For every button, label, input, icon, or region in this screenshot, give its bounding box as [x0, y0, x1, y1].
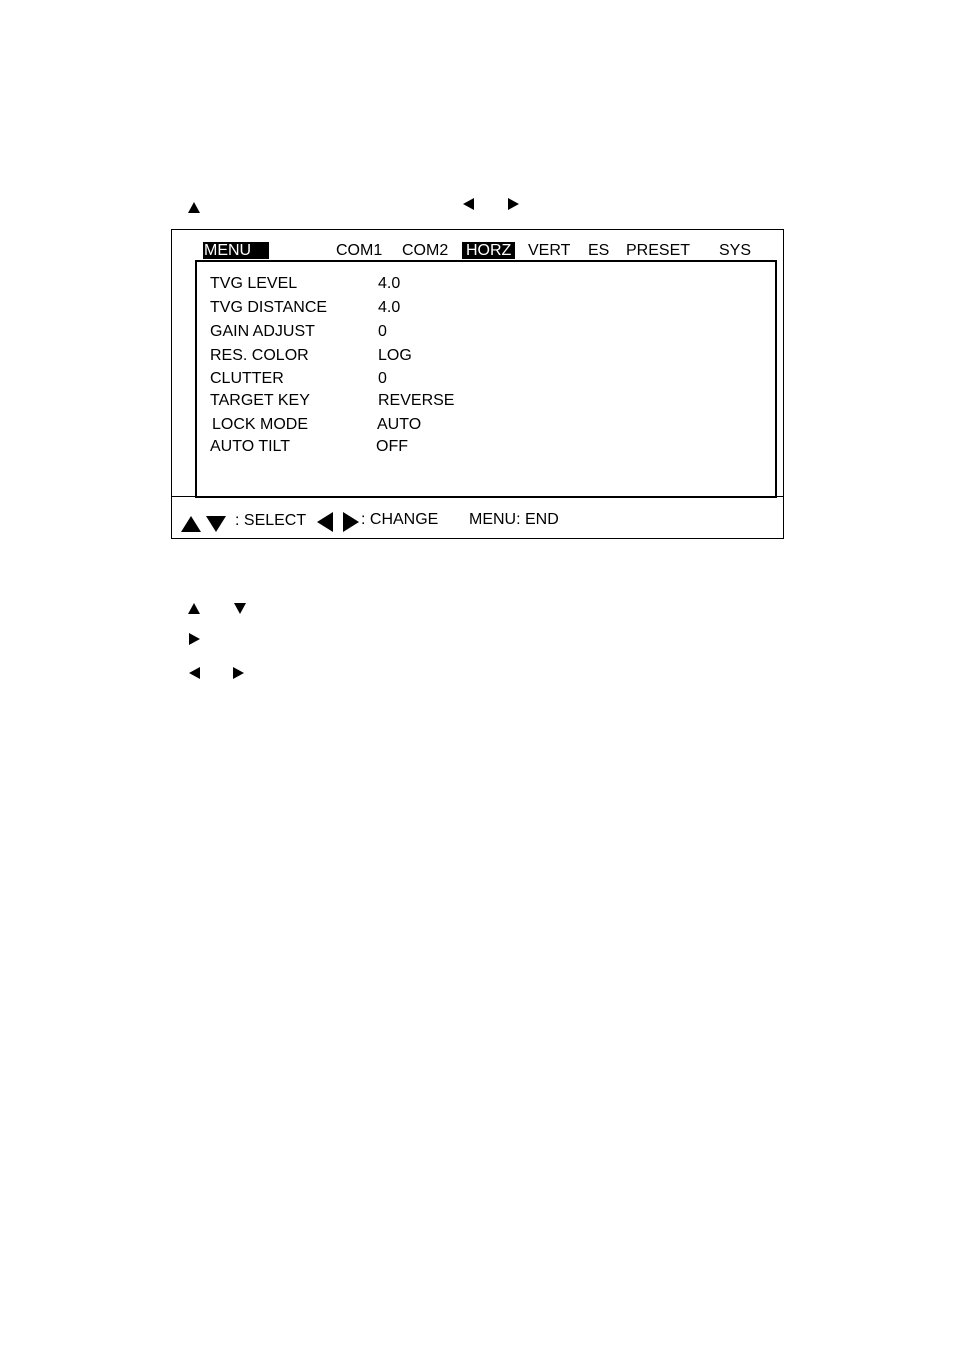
- right-arrow-icon: [508, 198, 519, 210]
- tab-es-label: ES: [588, 242, 610, 259]
- tab-vert-label: VERT: [528, 242, 571, 259]
- footer-divider: [171, 496, 783, 497]
- tab-horz[interactable]: [462, 241, 515, 260]
- setting-label[interactable]: CLUTTER: [210, 370, 284, 387]
- footer-end-label: MENU: END: [469, 511, 559, 528]
- setting-value[interactable]: REVERSE: [378, 392, 455, 409]
- tab-preset-label: PRESET: [626, 242, 691, 259]
- right-arrow-icon: [189, 633, 200, 645]
- setting-label[interactable]: TVG LEVEL: [210, 275, 298, 292]
- tab-es[interactable]: [588, 241, 609, 260]
- tab-com1-label: COM1: [336, 242, 383, 259]
- setting-value[interactable]: 4.0: [378, 275, 401, 292]
- setting-value[interactable]: 0: [378, 323, 387, 340]
- down-arrow-icon: [206, 516, 226, 532]
- setting-label[interactable]: GAIN ADJUST: [210, 323, 315, 340]
- setting-label[interactable]: LOCK MODE: [212, 416, 309, 433]
- left-arrow-icon: [463, 198, 474, 210]
- up-arrow-icon: [188, 202, 200, 213]
- setting-value[interactable]: LOG: [378, 347, 412, 364]
- tab-sys[interactable]: [719, 241, 751, 260]
- right-arrow-icon: [343, 512, 359, 532]
- tab-preset[interactable]: [626, 241, 690, 260]
- right-arrow-icon: [233, 667, 244, 679]
- left-arrow-icon: [317, 512, 333, 532]
- setting-label[interactable]: RES. COLOR: [210, 347, 309, 364]
- setting-label[interactable]: TVG DISTANCE: [210, 299, 328, 316]
- tab-menu-label: MENU: [203, 242, 269, 259]
- up-arrow-icon: [188, 603, 200, 614]
- down-arrow-icon: [234, 603, 246, 614]
- footer-change-label: : CHANGE: [361, 511, 439, 528]
- up-arrow-icon: [181, 516, 201, 532]
- tab-com1[interactable]: [336, 241, 382, 260]
- footer-select-label: : SELECT: [235, 512, 307, 529]
- setting-label[interactable]: AUTO TILT: [210, 438, 291, 455]
- setting-value[interactable]: 4.0: [378, 299, 401, 316]
- setting-value[interactable]: OFF: [376, 438, 408, 455]
- setting-label[interactable]: TARGET KEY: [210, 392, 310, 409]
- tab-com2[interactable]: [402, 241, 448, 260]
- tab-sys-label: SYS: [719, 242, 752, 259]
- setting-value[interactable]: 0: [378, 370, 387, 387]
- tab-com2-label: COM2: [402, 242, 449, 259]
- setting-value[interactable]: AUTO: [377, 416, 422, 433]
- tab-vert[interactable]: [528, 241, 570, 260]
- left-arrow-icon: [189, 667, 200, 679]
- tab-horz-label: HORZ: [462, 242, 515, 259]
- tab-menu[interactable]: [203, 241, 269, 260]
